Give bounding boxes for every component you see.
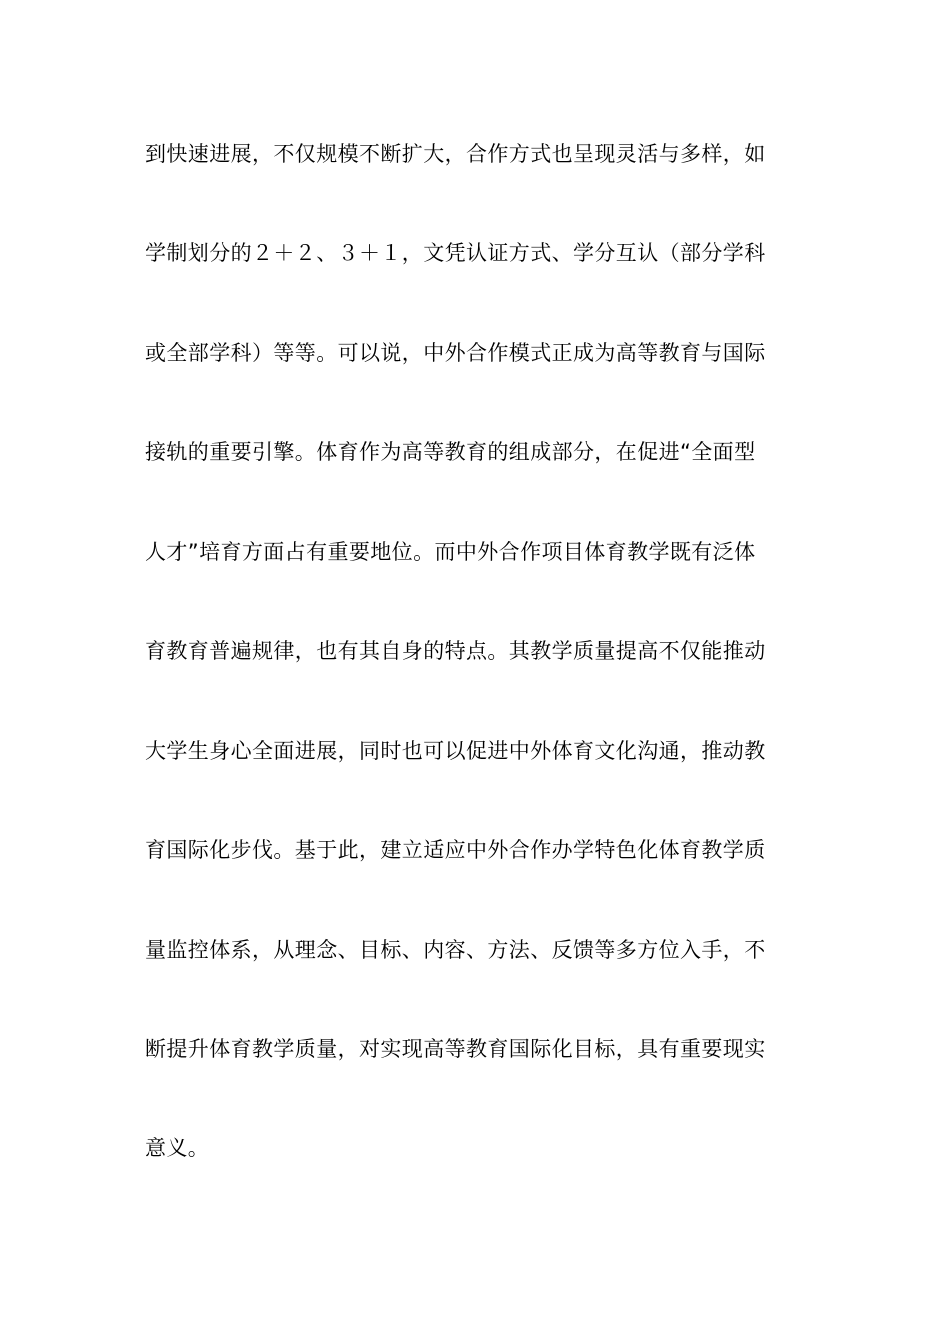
paragraph-line: 断提升体育教学质量，对实现高等教育国际化目标，具有重要现实 <box>145 1037 766 1061</box>
paragraph-line: 育教育普遍规律，也有其自身的特点。其教学质量提高不仅能推动 <box>145 639 766 663</box>
paragraph-line: 育国际化步伐。基于此，建立适应中外合作办学特色化体育教学质 <box>145 838 766 862</box>
paragraph-line: 接轨的重要引擎。体育作为高等教育的组成部分，在促进“全面型 <box>145 440 756 464</box>
paragraph-line: 人才”培育方面占有重要地位。而中外合作项目体育教学既有泛体 <box>145 540 756 564</box>
paragraph-line: 大学生身心全面进展，同时也可以促进中外体育文化沟通，推动教 <box>145 739 766 763</box>
paragraph-line: 量监控体系，从理念、目标、内容、方法、反馈等多方位入手，不 <box>145 938 766 962</box>
paragraph-line: 或全部学科）等等。可以说，中外合作模式正成为高等教育与国际 <box>145 341 766 365</box>
paragraph-line: 到快速进展，不仅规模不断扩大，合作方式也呈现灵活与多样，如 <box>145 142 766 166</box>
paragraph-line: 意义。 <box>145 1136 210 1160</box>
paragraph-line: 学制划分的２＋２、３＋１，文凭认证方式、学分互认（部分学科 <box>145 241 766 265</box>
